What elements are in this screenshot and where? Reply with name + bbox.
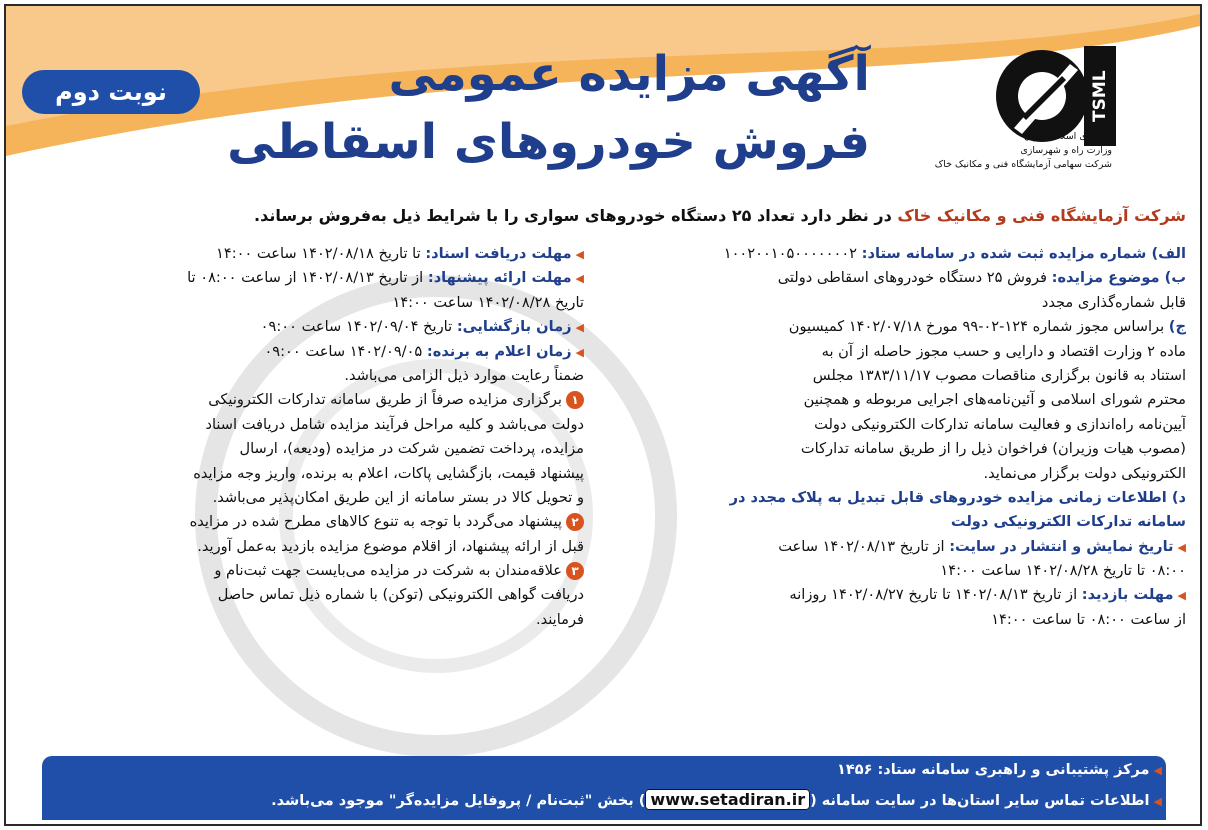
notice-line bbox=[14, 413, 584, 437]
notice-line bbox=[14, 340, 584, 364]
line-text: ضمناً رعایت موارد ذیل الزامی می‌باشد. bbox=[344, 366, 584, 384]
org-line-country: جمهوری اسلامی ایران bbox=[1023, 131, 1112, 142]
line-text: ۰۸:۰۰ تا تاریخ ۱۴۰۲/۰۸/۲۸ ساعت ۱۴:۰۰ bbox=[940, 562, 1186, 580]
notice-line bbox=[606, 242, 1186, 266]
footer-contact-before: اطلاعات تماس سایر استان‌ها در سایت سامانه ( bbox=[810, 793, 1150, 809]
line-text: تاریخ ۱۴۰۲/۰۹/۰۴ ساعت ۰۹:۰۰ bbox=[260, 318, 457, 336]
line-text: مزایده، پرداخت تضمین شرکت در مزایده (ودیعه)، ارسال bbox=[239, 440, 584, 458]
notice-line bbox=[14, 315, 584, 339]
notice-line bbox=[14, 266, 584, 290]
notice-line bbox=[606, 510, 1186, 534]
intro-text: در نظر دارد تعداد ۲۵ دستگاه خودروهای سواری را با شرایط ذیل به‌فروش برساند. bbox=[254, 206, 898, 225]
line-label: زمان بازگشایی: bbox=[456, 318, 572, 336]
page-title: آگهی مزایده عمومی bbox=[388, 46, 870, 102]
line-text: فرمایند. bbox=[535, 610, 584, 628]
notice-line bbox=[606, 486, 1186, 510]
intro-org-name: شرکت آزمایشگاه فنی و مکانیک خاک bbox=[897, 206, 1186, 225]
tsml-logo-text: TSML bbox=[1084, 46, 1116, 146]
bullet-arrow-icon: ◀ bbox=[1177, 589, 1186, 603]
notice-line bbox=[606, 364, 1186, 388]
line-text: فروش ۲۵ دستگاه خودروهای اسقاطی دولتی bbox=[777, 269, 1052, 287]
line-text: براساس مجوز شماره ۱۲۴-۰۲-۹۹ مورخ ۱۴۰۲/۰۷/۱۸ کمیسیون bbox=[788, 318, 1169, 336]
line-text: از تاریخ ۱۴۰۲/۰۸/۱۳ تا تاریخ ۱۴۰۲/۰۸/۲۷ روزانه bbox=[789, 586, 1082, 604]
notice-line bbox=[606, 388, 1186, 412]
notice-line bbox=[606, 437, 1186, 461]
notice-line bbox=[606, 535, 1186, 559]
line-text: قبل از ارائه پیشنهاد، از اقلام موضوع مزایده بازدید به‌عمل آورید. bbox=[197, 537, 584, 555]
notice-line bbox=[14, 388, 584, 412]
line-text: پیشنهاد قیمت، بازگشایی پاکات، اعلام به برنده، واریز وجه مزایده bbox=[193, 464, 584, 482]
bullet-arrow-icon: ◀ bbox=[575, 248, 584, 261]
notice-frame bbox=[4, 4, 1202, 826]
line-label: د) اطلاعات زمانی مزایده خودروهای قابل تبدیل به پلاک مجدد در bbox=[729, 488, 1186, 506]
item-number-badge: ۲ bbox=[566, 513, 584, 531]
line-text: از تاریخ ۱۴۰۲/۰۸/۱۳ از ساعت ۰۸:۰۰ تا bbox=[187, 269, 428, 287]
line-text: تا تاریخ ۱۴۰۲/۰۸/۱۸ ساعت ۱۴:۰۰ bbox=[216, 245, 426, 262]
line-text: دریافت گواهی الکترونیکی (توکن) با شماره ذیل تماس حاصل bbox=[217, 586, 584, 604]
notice-line bbox=[14, 510, 584, 534]
footer-support-line bbox=[837, 762, 1162, 778]
notice-line bbox=[14, 583, 584, 607]
line-text: علاقه‌مندان به شرکت در مزایده می‌بایست جهت ثبت‌نام و bbox=[214, 562, 562, 580]
line-text: محترم شورای اسلامی و آئین‌نامه‌های اجرایی مربوطه و همچنین bbox=[803, 391, 1186, 409]
notice-line bbox=[14, 535, 584, 559]
page-subtitle: فروش خودروهای اسقاطی bbox=[227, 114, 870, 170]
line-text: ماده ۲ وزارت اقتصاد و دارایی و حسب مجوز حاصله از آن به bbox=[821, 342, 1186, 360]
notice-line bbox=[606, 291, 1186, 315]
notice-line bbox=[606, 340, 1186, 364]
line-text: پیشنهاد می‌گردد با توجه به تنوع کالاهای مطرح شده در مزایده bbox=[189, 513, 562, 531]
bullet-arrow-icon: ◀ bbox=[575, 272, 584, 286]
left-column bbox=[14, 242, 584, 632]
notice-line bbox=[606, 583, 1186, 607]
notice-line bbox=[606, 266, 1186, 290]
org-line-ministry: وزارت راه و شهرسازی bbox=[1020, 145, 1112, 156]
notice-line bbox=[14, 364, 584, 388]
notice-line bbox=[14, 462, 584, 486]
line-text: آیین‌نامه راه‌اندازی و فعالیت سامانه تدارکات الکترونیکی دولت bbox=[814, 415, 1186, 433]
line-text: از تاریخ ۱۴۰۲/۰۸/۱۳ ساعت bbox=[778, 537, 950, 555]
line-text: دولت می‌باشد و کلیه مراحل فرآیند مزایده شامل دریافت اسناد bbox=[205, 415, 584, 433]
line-text: تاریخ ۱۴۰۲/۰۸/۲۸ ساعت ۱۴:۰۰ bbox=[392, 293, 584, 311]
footer-bullet-icon: ◀ bbox=[1153, 764, 1162, 777]
notice-line bbox=[606, 315, 1186, 339]
line-text: ۱۴۰۲/۰۹/۰۵ ساعت ۰۹:۰۰ bbox=[264, 342, 427, 360]
line-text: و تحویل کالا در بستر سامانه از این طریق امکان‌پذیر می‌باشد. bbox=[212, 488, 584, 506]
line-label: مهلت بازدید: bbox=[1081, 586, 1174, 604]
notice-line bbox=[606, 559, 1186, 583]
line-text: (مصوب هیات وزیران) فراخوان ذیل را از طریق سامانه تدارکات bbox=[800, 440, 1186, 458]
notice-line bbox=[14, 486, 584, 510]
intro-sentence bbox=[18, 206, 1186, 225]
second-round-badge: نوبت دوم bbox=[22, 70, 200, 114]
footer-bullet-icon: ◀ bbox=[1153, 795, 1162, 808]
line-label: مهلت دریافت اسناد: bbox=[425, 245, 572, 262]
bullet-arrow-icon: ◀ bbox=[575, 345, 584, 359]
notice-line bbox=[14, 242, 584, 266]
notice-line bbox=[14, 291, 584, 315]
notice-line bbox=[14, 437, 584, 461]
line-text: قابل شماره‌گذاری مجدد bbox=[1041, 293, 1186, 311]
notice-line bbox=[14, 608, 584, 632]
footer-contact-after: ) بخش "ثبت‌نام / پروفایل مزایده‌گر" موجود می‌باشد. bbox=[271, 793, 646, 809]
line-text: از ساعت ۰۸:۰۰ تا ساعت ۱۴:۰۰ bbox=[991, 610, 1186, 628]
notice-line bbox=[14, 559, 584, 583]
line-text: ۱۰۰۲۰۰۱۰۵۰۰۰۰۰۰۰۲ bbox=[723, 245, 862, 262]
line-label: سامانه تدارکات الکترونیکی دولت bbox=[950, 513, 1186, 531]
line-label: ب) موضوع مزایده: bbox=[1051, 269, 1186, 287]
footer-support-text: مرکز پشتیبانی و راهبری سامانه ستاد: ۱۴۵۶ bbox=[837, 762, 1150, 778]
line-label: الف) شماره مزایده ثبت شده در سامانه ستاد: bbox=[861, 245, 1186, 262]
footer-contact-line bbox=[271, 790, 1162, 809]
line-label: ج) bbox=[1168, 318, 1186, 336]
line-text: استناد به قانون برگزاری مناقصات مصوب ۱۳۸۳/۱۱/۱۷ مجلس bbox=[812, 366, 1186, 384]
item-number-badge: ۱ bbox=[566, 391, 584, 409]
item-number-badge: ۳ bbox=[566, 562, 584, 580]
notice-line bbox=[606, 608, 1186, 632]
line-text: برگزاری مزایده صرفاً از طریق سامانه تدارکات الکترونیکی bbox=[208, 391, 562, 409]
line-text: الکترونیکی دولت برگزار می‌نماید. bbox=[983, 464, 1186, 482]
line-label: مهلت ارائه پیشنهاد: bbox=[427, 269, 572, 287]
line-label: زمان اعلام به برنده: bbox=[426, 342, 572, 360]
right-column bbox=[606, 242, 1186, 632]
notice-line bbox=[606, 413, 1186, 437]
organization-block bbox=[892, 130, 1112, 172]
setadiran-link[interactable]: www.setadiran.ir bbox=[645, 789, 810, 810]
line-label: تاریخ نمایش و انتشار در سایت: bbox=[949, 537, 1174, 555]
org-line-company: شرکت سهامی آزمایشگاه فنی و مکانیک خاک bbox=[934, 159, 1112, 170]
notice-line bbox=[606, 462, 1186, 486]
bullet-arrow-icon: ◀ bbox=[575, 321, 584, 335]
bullet-arrow-icon: ◀ bbox=[1177, 540, 1186, 554]
